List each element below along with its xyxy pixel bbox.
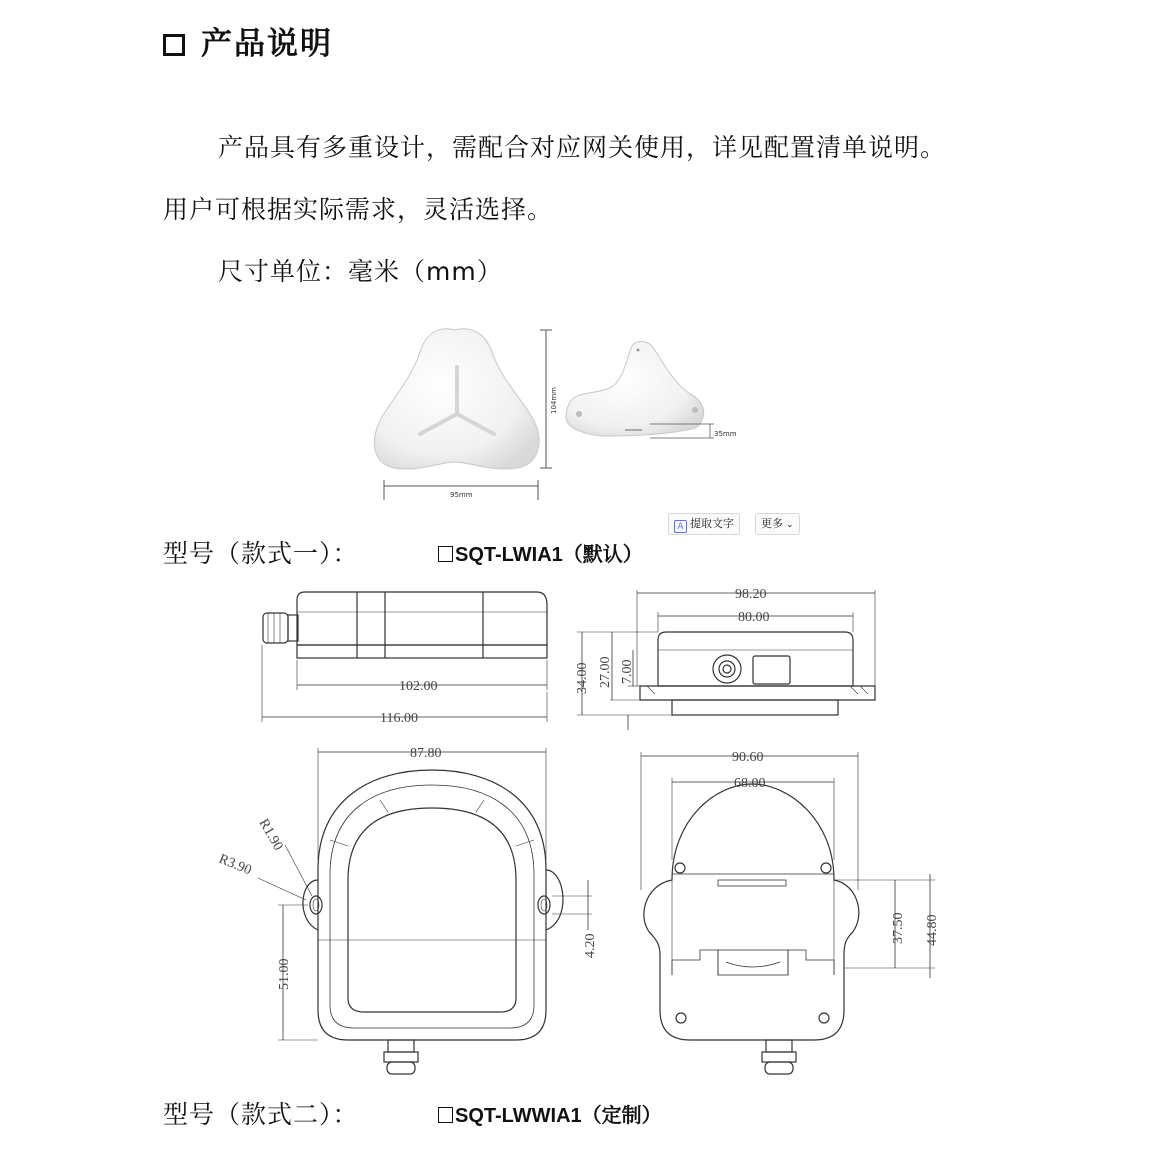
extract-text-label: 提取文字 bbox=[690, 517, 734, 530]
top-view bbox=[255, 748, 592, 1074]
model-2-code bbox=[438, 1099, 662, 1128]
dim-44-80: 44.80 bbox=[925, 914, 940, 946]
dim-r1-90: R1.90 bbox=[255, 816, 286, 854]
intro-line-1: 产品具有多重设计，需配合对应网关使用，详见配置清单说明。 bbox=[218, 133, 947, 162]
model-2-code-text: SQT-LWWIA1（定制） bbox=[455, 1105, 662, 1127]
dim-102: 102.00 bbox=[399, 679, 438, 694]
dim-37-50: 37.50 bbox=[891, 912, 906, 944]
dim-87-80: 87.80 bbox=[410, 746, 442, 761]
more-button[interactable] bbox=[755, 513, 800, 535]
model-2-label: 型号（款式二）： bbox=[163, 1100, 359, 1129]
dim-98-20: 98.20 bbox=[735, 587, 767, 602]
dim-4-20: 4.20 bbox=[583, 933, 598, 958]
dim-r3-90: R3.90 bbox=[216, 851, 254, 879]
section-title: 产品说明 bbox=[201, 26, 333, 62]
dim-51: 51.00 bbox=[277, 958, 292, 990]
dim-90-60: 90.60 bbox=[732, 750, 764, 765]
model-1-code bbox=[438, 538, 643, 567]
section-heading bbox=[163, 18, 333, 63]
chevron-down-icon: ⌄ bbox=[786, 520, 794, 530]
dim-80: 80.00 bbox=[738, 610, 770, 625]
side-view bbox=[262, 592, 547, 722]
unit-line: 尺寸单位：毫米（mm） bbox=[218, 257, 503, 286]
text-recognition-icon: A bbox=[674, 520, 687, 533]
more-label: 更多 bbox=[761, 517, 783, 530]
depth-label: 35mm bbox=[714, 430, 737, 438]
dim-34: 34.00 bbox=[575, 662, 590, 694]
technical-drawing bbox=[0, 570, 1154, 1090]
dim-27: 27.00 bbox=[598, 656, 613, 688]
dim-68: 68.00 bbox=[734, 776, 766, 791]
dim-116: 116.00 bbox=[380, 711, 418, 726]
option-checkbox[interactable] bbox=[438, 1107, 453, 1123]
extract-text-button[interactable] bbox=[668, 513, 740, 535]
intro-line-2: 用户可根据实际需求，灵活选择。 bbox=[163, 195, 554, 224]
product-photo bbox=[370, 322, 750, 506]
model-1-label: 型号（款式一）： bbox=[163, 539, 359, 568]
dim-7: 7.00 bbox=[620, 659, 635, 684]
option-checkbox[interactable] bbox=[438, 546, 453, 562]
height-label: 104mm bbox=[550, 387, 558, 414]
width-label: 95mm bbox=[450, 491, 473, 499]
checkbox-square-icon bbox=[163, 34, 185, 56]
model-1-code-text: SQT-LWIA1（默认） bbox=[455, 544, 643, 566]
shell-side-view bbox=[566, 342, 704, 437]
